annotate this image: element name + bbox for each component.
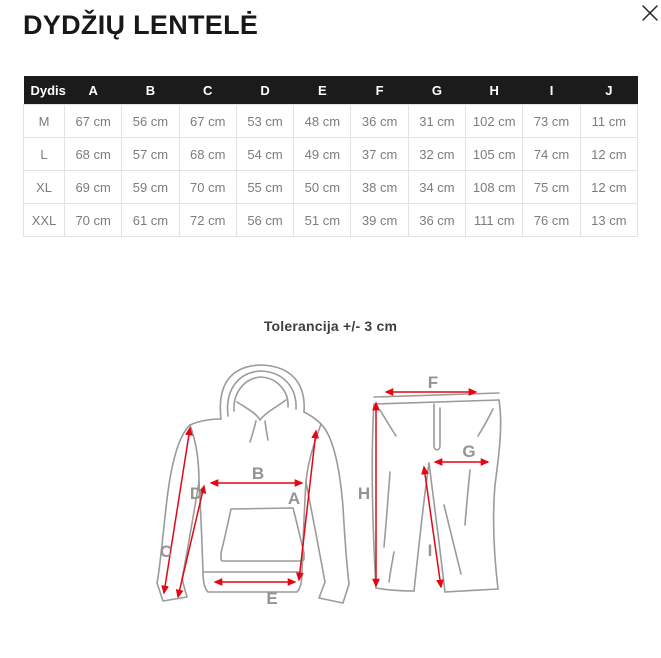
table-cell: 54 cm (236, 138, 293, 171)
measure-label-d: D (189, 484, 203, 503)
table-cell: 31 cm (408, 105, 465, 138)
table-header-cell: H (466, 76, 523, 105)
table-cell: 108 cm (466, 171, 523, 204)
pants-drawing (372, 393, 500, 592)
table-cell: 55 cm (236, 171, 293, 204)
measure-label-b: B (251, 464, 265, 483)
size-table (23, 76, 638, 237)
measure-label-f: F (427, 373, 439, 392)
table-cell: 70 cm (179, 171, 236, 204)
table-header-cell: E (294, 76, 351, 105)
table-cell: 50 cm (294, 171, 351, 204)
table-header-cell: F (351, 76, 408, 105)
close-icon (641, 4, 659, 22)
table-cell: 72 cm (179, 204, 236, 237)
measure-label-a: A (287, 489, 301, 508)
table-cell: 68 cm (65, 138, 122, 171)
size-cell: XL (24, 171, 65, 204)
measure-arrow-c (164, 428, 190, 593)
measure-arrow-a (299, 431, 316, 580)
table-row (24, 138, 638, 171)
table-header-row (24, 76, 638, 105)
table-cell: 59 cm (122, 171, 179, 204)
table-header-cell: I (523, 76, 580, 105)
table-cell: 67 cm (179, 105, 236, 138)
table-header-cell: D (236, 76, 293, 105)
table-header-cell: Dydis (24, 76, 65, 105)
table-cell: 53 cm (236, 105, 293, 138)
table-cell: 48 cm (294, 105, 351, 138)
table-cell: 75 cm (523, 171, 580, 204)
table-cell: 111 cm (466, 204, 523, 237)
table-cell: 49 cm (294, 138, 351, 171)
measure-label-e: E (266, 589, 278, 608)
table-cell: 70 cm (65, 204, 122, 237)
measure-arrow-i (424, 467, 441, 587)
table-cell: 36 cm (408, 204, 465, 237)
table-row (24, 171, 638, 204)
table-cell: 39 cm (351, 204, 408, 237)
table-cell: 11 cm (580, 105, 637, 138)
table-row (24, 204, 638, 237)
measure-label-h: H (357, 484, 371, 503)
size-cell: XXL (24, 204, 65, 237)
measurement-arrows (164, 392, 488, 597)
table-header-cell: B (122, 76, 179, 105)
size-cell: L (24, 138, 65, 171)
table-cell: 12 cm (580, 171, 637, 204)
table-header-cell: C (179, 76, 236, 105)
table-cell: 69 cm (65, 171, 122, 204)
table-cell: 13 cm (580, 204, 637, 237)
table-cell: 74 cm (523, 138, 580, 171)
table-cell: 76 cm (523, 204, 580, 237)
table-cell: 68 cm (179, 138, 236, 171)
table-cell: 105 cm (466, 138, 523, 171)
table-cell: 73 cm (523, 105, 580, 138)
tolerance-note: Tolerancija +/- 3 cm (263, 318, 398, 334)
measure-label-c: C (159, 542, 173, 561)
page-title: DYDŽIŲ LENTELĖ (23, 10, 259, 40)
table-cell: 56 cm (236, 204, 293, 237)
measure-label-g: G (462, 442, 476, 461)
table-cell: 67 cm (65, 105, 122, 138)
close-button[interactable] (639, 1, 661, 23)
table-cell: 37 cm (351, 138, 408, 171)
table-cell: 38 cm (351, 171, 408, 204)
table-cell: 34 cm (408, 171, 465, 204)
hoodie-drawing (157, 365, 349, 603)
table-cell: 32 cm (408, 138, 465, 171)
table-cell: 51 cm (294, 204, 351, 237)
table-row (24, 105, 638, 138)
measure-label-i: I (427, 541, 433, 560)
table-cell: 61 cm (122, 204, 179, 237)
measure-arrow-d (178, 486, 204, 597)
table-header-cell: J (580, 76, 637, 105)
table-cell: 36 cm (351, 105, 408, 138)
table-cell: 12 cm (580, 138, 637, 171)
measurement-labels (160, 373, 476, 608)
table-header-cell: G (408, 76, 465, 105)
table-cell: 102 cm (466, 105, 523, 138)
table-cell: 57 cm (122, 138, 179, 171)
table-header-cell: A (65, 76, 122, 105)
table-cell: 56 cm (122, 105, 179, 138)
size-cell: M (24, 105, 65, 138)
